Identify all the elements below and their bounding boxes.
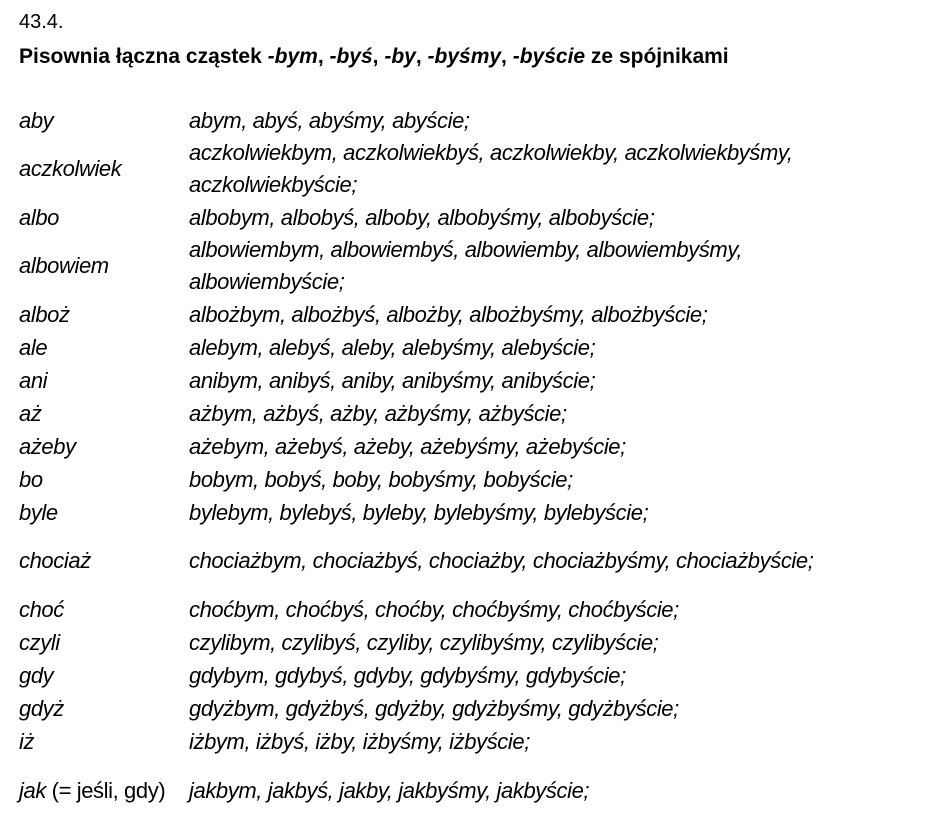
conjunction: ale [19,334,48,360]
conjunction: bo [19,466,43,492]
table-row [19,298,924,331]
conjunction-note: (= jeśli, gdy) [45,778,166,803]
forms: jakbym, jakbyś, jakby, jakbyśmy, jakbyście; [189,778,590,803]
table-row [19,234,924,298]
forms: aczkolwiekbym, aczkolwiekbyś, aczkolwiekby, aczkolwiekbyśmy, aczkolwiekbyście; [189,140,793,197]
section-title [19,41,899,73]
table-row [19,137,924,201]
conjunction: aczkolwiek [19,156,122,181]
table-row [19,692,924,725]
forms: albowiembym, albowiembyś, albowiemby, albowiembyśmy, albowiembyście; [189,237,743,294]
conjunction: chociaż [19,548,91,573]
table-row [19,529,924,593]
forms: abym, abyś, abyśmy, abyście; [189,107,470,133]
forms: iżbym, iżbyś, iżby, iżbyśmy, iżbyście; [189,728,530,754]
conjunction: choć [19,596,64,622]
table-row [19,758,924,824]
forms: czylibym, czylibyś, czyliby, czylibyśmy, czylibyście; [189,629,659,655]
conjunction: byle [19,499,58,525]
table-row [19,626,924,659]
forms: albożbym, albożbyś, albożby, albożbyśmy, albożbyście; [189,301,708,327]
table-row [19,397,924,430]
table-row [19,104,924,137]
conjunction: alboż [19,301,70,327]
conjunction: aż [19,400,42,426]
conjunction: aby [19,107,54,133]
forms: ażbym, ażbyś, ażby, ażbyśmy, ażbyście; [189,400,567,426]
table-row [19,201,924,234]
conjunction: czyli [19,629,60,655]
title-text: Pisownia łączna cząstek [19,45,268,68]
title-particle: -byśmy [427,45,502,68]
forms: anibym, anibyś, aniby, anibyśmy, anibyście; [189,367,596,393]
forms: gdybym, gdybyś, gdyby, gdybyśmy, gdybyście; [189,662,626,688]
forms: bylebym, bylebyś, byleby, bylebyśmy, bylebyście; [189,499,649,525]
section-number: 43.4. [19,11,64,33]
table-row [19,659,924,692]
forms: alebym, alebyś, aleby, alebyśmy, alebyście; [189,334,596,360]
forms: gdyżbym, gdyżbyś, gdyżby, gdyżbyśmy, gdyżbyście; [189,695,679,721]
table-row [19,593,924,626]
table-row [19,725,924,758]
forms: albobym, albobyś, alboby, albobyśmy, albobyście; [189,204,655,230]
table-row [19,364,924,397]
conjunction-table [19,104,924,824]
table-row [19,430,924,463]
conjunction: ażeby [19,433,76,459]
conjunction: iż [19,728,35,754]
title-particle: -bym [267,45,318,68]
title-text: ze spójnikami [585,45,729,68]
table-row [19,463,924,496]
conjunction: albo [19,204,59,230]
forms: ażebym, ażebyś, ażeby, ażebyśmy, ażebyście; [189,433,626,459]
title-separator: , [317,45,330,68]
forms: bobym, bobyś, boby, bobyśmy, bobyście; [189,466,573,492]
conjunction: gdyż [19,695,64,721]
forms: chociażbym, chociażbyś, chociażby, chociażbyśmy, chociażbyście; [189,548,814,573]
forms: choćbym, choćbyś, choćby, choćbyśmy, choćbyście; [189,596,679,622]
title-particle: -byście [512,45,586,68]
title-particle: -byś [329,45,373,68]
conjunction-word: jak [19,778,46,803]
conjunction: albowiem [19,253,109,278]
conjunction: gdy [19,662,54,688]
title-separator: , [415,45,428,68]
table-row [19,331,924,364]
title-separator: , [372,45,385,68]
title-particle: -by [384,45,416,68]
title-separator: , [501,45,513,68]
conjunction [19,775,189,807]
table-row [19,496,924,529]
conjunction: ani [19,367,48,393]
